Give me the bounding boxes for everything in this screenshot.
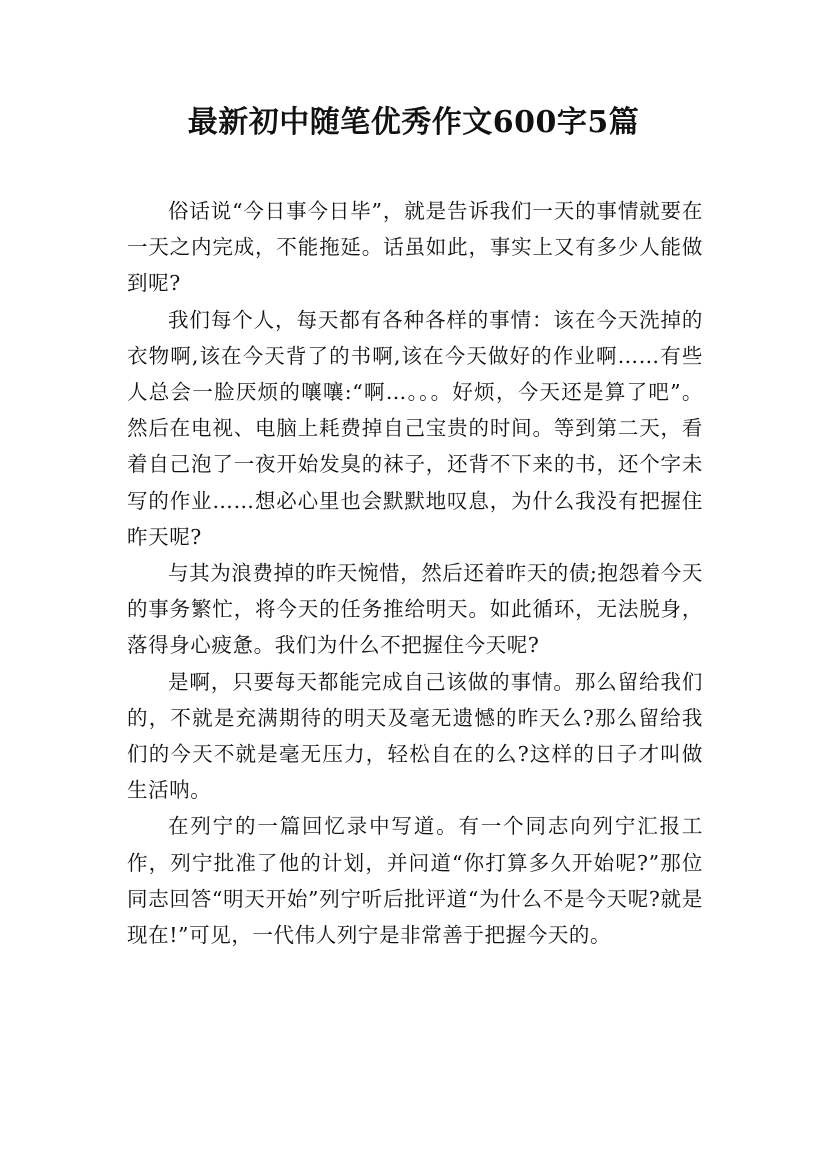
paragraph-4: 是啊，只要每天都能完成自己该做的事情。那么留给我们的，不就是充满期待的明天及毫无遗憾的昨天么?那么留给我们的今天不就是毫无压力，轻松自在的么?这样的日子才叫做生活呐。 <box>127 669 703 803</box>
paragraph-1: 俗话说“今日事今日毕”，就是告诉我们一天的事情就要在一天之内完成，不能拖延。话虽如此，事实上又有多少人能做到呢? <box>127 199 703 296</box>
document-title: 最新初中随笔优秀作文600字5篇 <box>187 105 640 140</box>
paragraph-5: 在列宁的一篇回忆录中写道。有一个同志向列宁汇报工作，列宁批准了他的计划，并问道“你打算多久开始呢?”那位同志回答“明天开始”列宁听后批评道“为什么不是今天呢?就是现在!”可见，一代伟人列宁是非常善于把握今天的。 <box>127 814 703 948</box>
paragraph-2: 我们每个人，每天都有各种各样的事情：该在今天洗掉的衣物啊,该在今天背了的书啊,该在今天做好的作业啊……有些人总会一脸厌烦的嚷嚷:“啊…。。。好烦，今天还是算了吧”。然后在电视、电脑上耗费掉自己宝贵的时间。等到第二天，看着自己泡了一夜开始发臭的袜子，还背不下来的书，还个字未写的作业……想必心里也会默默地叹息，为什么我没有把握住昨天呢? <box>127 307 703 549</box>
paragraph-3: 与其为浪费掉的昨天惋惜，然后还着昨天的债;抱怨着今天的事务繁忙，将今天的任务推给明天。如此循环，无法脱身，落得身心疲惫。我们为什么不把握住今天呢? <box>127 561 704 658</box>
document-body <box>127 193 703 953</box>
